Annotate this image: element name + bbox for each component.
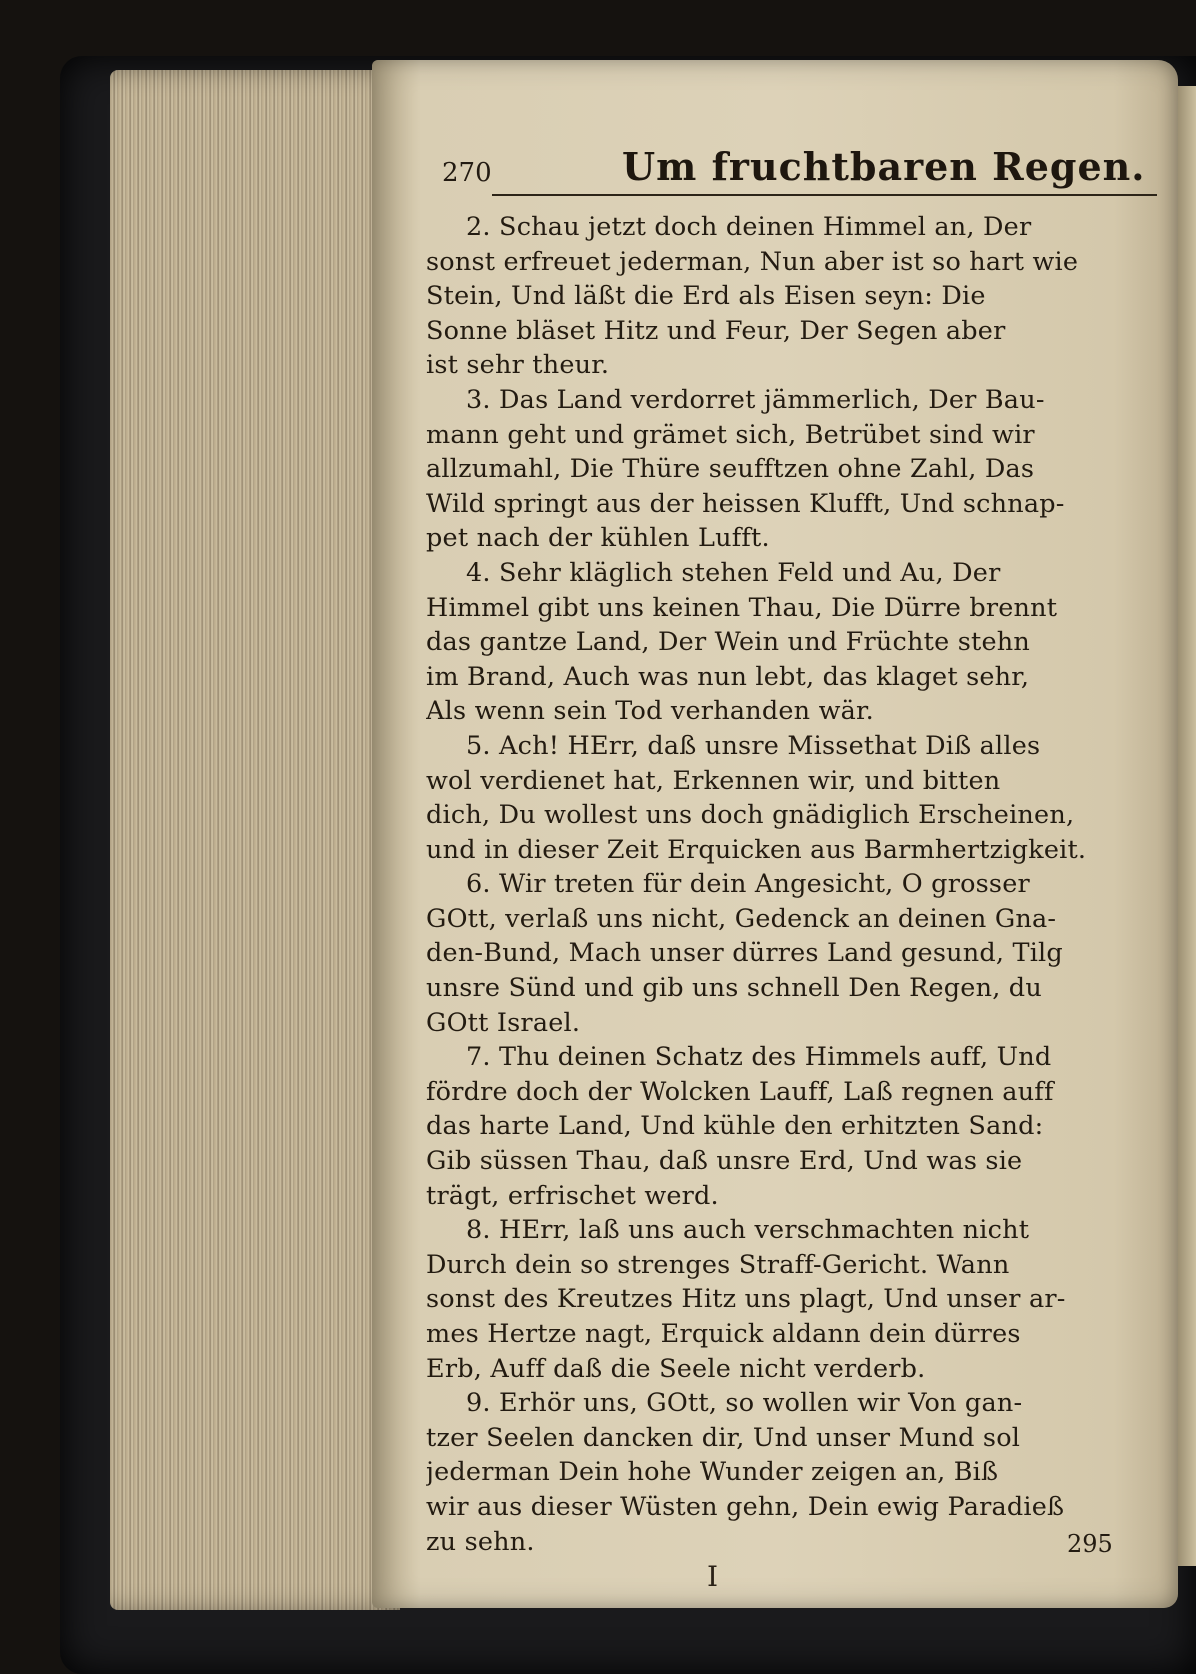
text-line: 4. Sehr kläglich stehen Feld und Au, Der [466,557,1001,588]
text-line: Stein, Und läßt die Erd als Eisen seyn: Die [426,281,986,312]
page-number: 270 [442,158,492,188]
text-line: im Brand, Auch was nun lebt, das klaget sehr, [426,661,1030,692]
text-line: das gantze Land, Der Wein und Früchte stehn [426,627,1030,658]
text-line: wir aus dieser Wüsten gehn, Dein ewig Paradieß [426,1491,1065,1522]
text-line: den-Bund, Mach unser dürres Land gesund, Tilg [426,938,1063,969]
text-line: Erb, Auff daß die Seele nicht verderb. [426,1353,926,1384]
hymn-text [426,210,1136,1559]
text-line: 2. Schau jetzt doch deinen Himmel an, Der [466,212,1032,242]
text-line: 7. Thu deinen Schatz des Himmels auff, Und [466,1042,1052,1073]
text-line: 8. HErr, laß uns auch verschmachten nicht [466,1215,1030,1246]
text-line: 3. Das Land verdorret jämmerlich, Der Bau- [466,384,1045,415]
text-line: GOtt Israel. [426,1007,581,1038]
text-line: ist sehr theur. [426,350,610,381]
text-line: jederman Dein hohe Wunder zeigen an, Biß [426,1457,999,1488]
text-line: fördre doch der Wolcken Lauff, Laß regnen auff [426,1076,1054,1107]
text-line: Durch dein so strenges Straff-Gericht. Wann [426,1249,1010,1280]
text-line: 9. Erhör uns, GOtt, so wollen wir Von gan- [466,1388,1023,1419]
text-line: trägt, erfrischet werd. [426,1180,719,1211]
text-line: Himmel gibt uns keinen Thau, Die Dürre brennt [426,592,1058,623]
catchword: 295 [1067,1530,1113,1558]
text-line: zu sehn. [426,1526,535,1557]
text-line: Wild springt aus der heissen Klufft, Und schnap- [426,488,1065,519]
text-line: Sonne bläset Hitz und Feur, Der Segen aber [426,315,1006,346]
text-line: sonst erfreuet jederman, Nun aber ist so hart wie [426,246,1079,277]
text-line: dich, Du wollest uns doch gnädiglich Erscheinen, [426,800,1075,831]
text-line: pet nach der kühlen Lufft. [426,523,770,554]
gutter-mark: I [707,1560,719,1593]
text-line: Als wenn sein Tod verhanden wär. [426,696,874,727]
running-title: Um fruchtbaren Regen. [622,144,1146,189]
text-line: mes Hertze nagt, Erquick aldann dein dürres [426,1319,1021,1349]
text-line: mann geht und grämet sich, Betrübet sind wir [426,419,1035,450]
text-line: wol verdienet hat, Erkennen wir, und bitten [426,765,1001,796]
book-page [372,60,1178,1608]
text-line: sonst des Kreutzes Hitz uns plagt, Und unser ar- [426,1284,1066,1315]
text-line: unsre Sünd und gib uns schnell Den Regen, du [426,973,1042,1004]
text-line: 6. Wir treten für dein Angesicht, O grosser [466,869,1030,900]
text-line: und in dieser Zeit Erquicken aus Barmhertzigkeit. [426,834,1087,865]
text-line: tzer Seelen dancken dir, Und unser Mund sol [426,1422,1021,1453]
text-line: das harte Land, Und kühle den erhitzten Sand: [426,1111,1044,1142]
page-header [442,142,1158,202]
text-line: 5. Ach! HErr, daß unsre Missethat Diß alles [466,730,1041,761]
text-line: allzumahl, Die Thüre seufftzen ohne Zahl, Das [426,454,1035,485]
header-rule [492,194,1157,196]
text-line: Gib süssen Thau, daß unsre Erd, Und was sie [426,1146,1023,1177]
page-edges [110,70,400,1610]
text-line: GOtt, verlaß uns nicht, Gedenck an deinen Gna- [426,903,1057,934]
